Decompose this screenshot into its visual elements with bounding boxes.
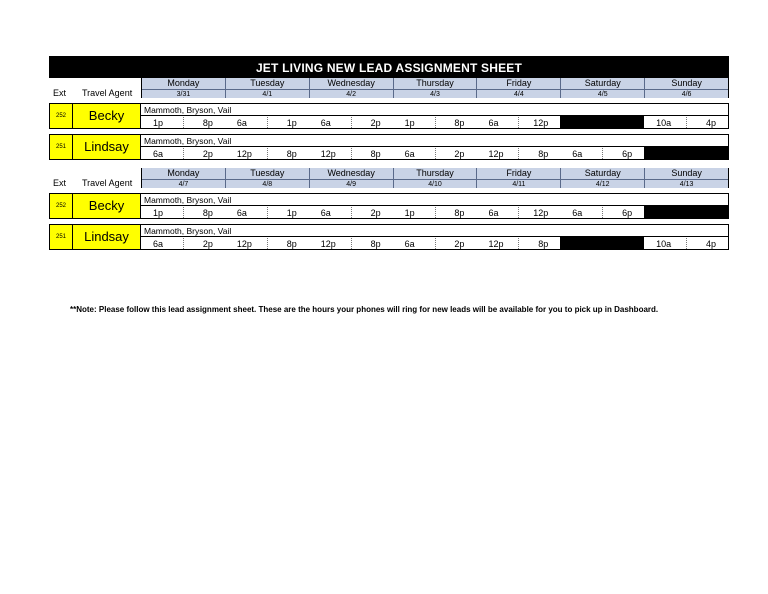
shift-end: 8p — [286, 239, 297, 249]
shift-cell — [476, 116, 560, 129]
shift-cell — [225, 147, 309, 160]
day-header-thursday — [393, 78, 477, 98]
shift-cell — [393, 147, 477, 160]
agent-name: Becky — [73, 193, 141, 219]
shift-divider — [351, 117, 352, 128]
shift-start: 6a — [572, 208, 583, 218]
shift-end: 8p — [454, 118, 465, 128]
weeks-container — [49, 78, 729, 250]
day-name: Wednesday — [310, 78, 393, 90]
agent-ext: 252 — [49, 193, 73, 219]
shift-end: 8p — [454, 208, 465, 218]
shift-end: 1p — [286, 208, 297, 218]
day-date: 4/1 — [262, 91, 273, 98]
week-header — [49, 168, 729, 188]
day-name: Sunday — [645, 78, 728, 90]
day-header-wednesday — [309, 78, 393, 98]
shift-divider — [435, 238, 436, 249]
shift-end: 12p — [533, 118, 549, 128]
day-date: 3/31 — [176, 91, 191, 98]
footnote: **Note: Please follow this lead assignment sheet. These are the hours your phones will ring for new leads will be available for you to pick up in Dashboard. — [70, 305, 659, 314]
day-date: 4/6 — [681, 91, 692, 98]
day-date: 4/4 — [514, 91, 524, 98]
shift-start: 1p — [153, 208, 164, 218]
shift-cell — [560, 147, 644, 160]
agent-schedule — [141, 134, 729, 160]
shift-start: 6a — [404, 239, 415, 249]
shift-start: 6a — [153, 149, 164, 159]
day-name: Monday — [142, 168, 225, 180]
day-header-thursday — [393, 168, 477, 188]
shift-divider — [518, 238, 519, 249]
shift-cell — [141, 147, 225, 160]
day-name: Tuesday — [226, 78, 309, 90]
shift-divider — [351, 148, 352, 159]
shift-end: 8p — [370, 149, 381, 159]
shift-divider — [686, 238, 687, 249]
shift-divider — [267, 207, 268, 218]
agent-name: Lindsay — [73, 134, 141, 160]
ext-column-header: Ext — [53, 88, 67, 98]
day-name: Saturday — [561, 78, 644, 90]
agent-ext: 251 — [49, 224, 73, 250]
day-header-sunday — [644, 78, 728, 98]
agent-name: Lindsay — [73, 224, 141, 250]
agent-row-becky — [49, 103, 729, 129]
agent-name: Becky — [73, 103, 141, 129]
shift-divider — [267, 238, 268, 249]
day-header-row — [141, 168, 729, 188]
agent-row-becky — [49, 193, 729, 219]
shift-cell — [476, 206, 560, 219]
agent-ext: 251 — [49, 134, 73, 160]
shift-end: 6p — [622, 149, 633, 159]
shift-end: 2p — [370, 118, 381, 128]
shift-start: 6a — [320, 208, 331, 218]
shift-end: 2p — [454, 239, 465, 249]
shift-cell — [141, 116, 225, 129]
shift-cell — [141, 206, 225, 219]
shift-end: 2p — [370, 208, 381, 218]
shift-start: 6a — [488, 118, 499, 128]
shift-divider — [518, 148, 519, 159]
shift-divider — [686, 117, 687, 128]
agent-ext: 252 — [49, 103, 73, 129]
day-name: Sunday — [645, 168, 728, 180]
shift-divider — [351, 207, 352, 218]
shift-divider — [183, 238, 184, 249]
day-name: Friday — [477, 78, 560, 90]
shift-end: 6p — [622, 208, 633, 218]
shift-divider — [183, 117, 184, 128]
shift-cell — [644, 116, 728, 129]
shift-start: 6a — [236, 208, 247, 218]
shift-cell — [476, 237, 560, 250]
shift-start: 6a — [236, 118, 247, 128]
day-off-cell — [644, 206, 728, 219]
day-date: 4/2 — [346, 91, 357, 98]
week-header — [49, 78, 729, 98]
day-date: 4/13 — [679, 181, 694, 188]
shift-times-row — [141, 116, 728, 129]
day-off-cell — [644, 147, 728, 160]
shift-cell — [309, 206, 393, 219]
agent-schedule — [141, 103, 729, 129]
shift-cell — [476, 147, 560, 160]
shift-start: 6a — [320, 118, 331, 128]
shift-start: 12p — [320, 239, 336, 249]
shift-start: 12p — [488, 239, 504, 249]
shift-end: 2p — [454, 149, 465, 159]
shift-start: 1p — [153, 118, 164, 128]
agent-row-lindsay — [49, 224, 729, 250]
day-name: Friday — [477, 168, 560, 180]
shift-end: 12p — [533, 208, 549, 218]
shift-cell — [309, 147, 393, 160]
day-date: 4/12 — [595, 181, 610, 188]
agent-locations: Mammoth, Bryson, Vail — [141, 104, 728, 116]
day-name: Thursday — [394, 168, 477, 180]
day-date: 4/11 — [512, 181, 526, 188]
shift-times-row — [141, 237, 728, 250]
shift-end: 1p — [286, 118, 297, 128]
shift-divider — [267, 148, 268, 159]
day-header-sunday — [644, 168, 728, 188]
shift-start: 10a — [656, 239, 672, 249]
shift-end: 2p — [202, 239, 213, 249]
day-header-saturday — [560, 78, 644, 98]
day-header-wednesday — [309, 168, 393, 188]
shift-divider — [183, 207, 184, 218]
shift-end: 8p — [370, 239, 381, 249]
shift-end: 8p — [286, 149, 297, 159]
day-header-tuesday — [225, 78, 309, 98]
agent-locations: Mammoth, Bryson, Vail — [141, 135, 728, 147]
shift-times-row — [141, 206, 728, 219]
travel-agent-column-header: Travel Agent — [82, 88, 133, 98]
shift-start: 1p — [404, 118, 415, 128]
day-name: Wednesday — [310, 168, 393, 180]
shift-start: 12p — [320, 149, 336, 159]
day-header-friday — [476, 168, 560, 188]
day-off-cell — [560, 116, 644, 129]
shift-start: 12p — [236, 239, 252, 249]
day-name: Monday — [142, 78, 225, 90]
shift-cell — [309, 116, 393, 129]
day-header-row — [141, 78, 729, 98]
day-name: Thursday — [394, 78, 477, 90]
shift-cell — [560, 206, 644, 219]
day-date: 4/9 — [346, 181, 357, 188]
shift-cell — [225, 237, 309, 250]
shift-divider — [518, 207, 519, 218]
shift-end: 8p — [538, 149, 549, 159]
day-date: 4/10 — [428, 181, 442, 188]
shift-divider — [435, 117, 436, 128]
shift-cell — [141, 237, 225, 250]
day-name: Tuesday — [226, 168, 309, 180]
shift-divider — [351, 238, 352, 249]
agent-row-lindsay — [49, 134, 729, 160]
day-date: 4/7 — [178, 181, 189, 188]
travel-agent-column-header: Travel Agent — [82, 178, 133, 188]
shift-divider — [602, 148, 603, 159]
agent-locations: Mammoth, Bryson, Vail — [141, 225, 728, 237]
shift-end: 8p — [538, 239, 549, 249]
shift-start: 6a — [572, 149, 583, 159]
day-off-cell — [560, 237, 644, 250]
day-name: Saturday — [561, 168, 644, 180]
shift-end: 4p — [706, 239, 717, 249]
shift-cell — [393, 206, 477, 219]
shift-start: 6a — [404, 149, 415, 159]
shift-cell — [225, 116, 309, 129]
shift-cell — [225, 206, 309, 219]
assignment-sheet — [49, 56, 729, 250]
day-date: 4/8 — [262, 181, 273, 188]
day-date: 4/5 — [597, 91, 608, 98]
shift-start: 12p — [488, 149, 504, 159]
ext-column-header: Ext — [53, 178, 67, 188]
shift-end: 8p — [202, 208, 213, 218]
shift-start: 12p — [236, 149, 252, 159]
day-header-saturday — [560, 168, 644, 188]
shift-cell — [309, 237, 393, 250]
day-header-monday — [142, 168, 225, 188]
shift-start: 6a — [488, 208, 499, 218]
shift-divider — [435, 207, 436, 218]
week-spacer — [49, 160, 729, 168]
shift-end: 8p — [202, 118, 213, 128]
shift-divider — [183, 148, 184, 159]
shift-end: 4p — [706, 118, 717, 128]
shift-start: 1p — [404, 208, 415, 218]
shift-end: 2p — [202, 149, 213, 159]
agent-schedule — [141, 224, 729, 250]
shift-times-row — [141, 147, 728, 160]
sheet-title: JET LIVING NEW LEAD ASSIGNMENT SHEET — [49, 56, 729, 78]
agent-locations: Mammoth, Bryson, Vail — [141, 194, 728, 206]
shift-divider — [518, 117, 519, 128]
day-header-tuesday — [225, 168, 309, 188]
shift-start: 6a — [153, 239, 164, 249]
shift-divider — [435, 148, 436, 159]
shift-cell — [393, 116, 477, 129]
day-date: 4/3 — [430, 91, 440, 98]
shift-divider — [602, 207, 603, 218]
day-header-monday — [142, 78, 225, 98]
shift-divider — [267, 117, 268, 128]
agent-schedule — [141, 193, 729, 219]
shift-cell — [393, 237, 477, 250]
shift-start: 10a — [656, 118, 672, 128]
shift-cell — [644, 237, 728, 250]
day-header-friday — [476, 78, 560, 98]
